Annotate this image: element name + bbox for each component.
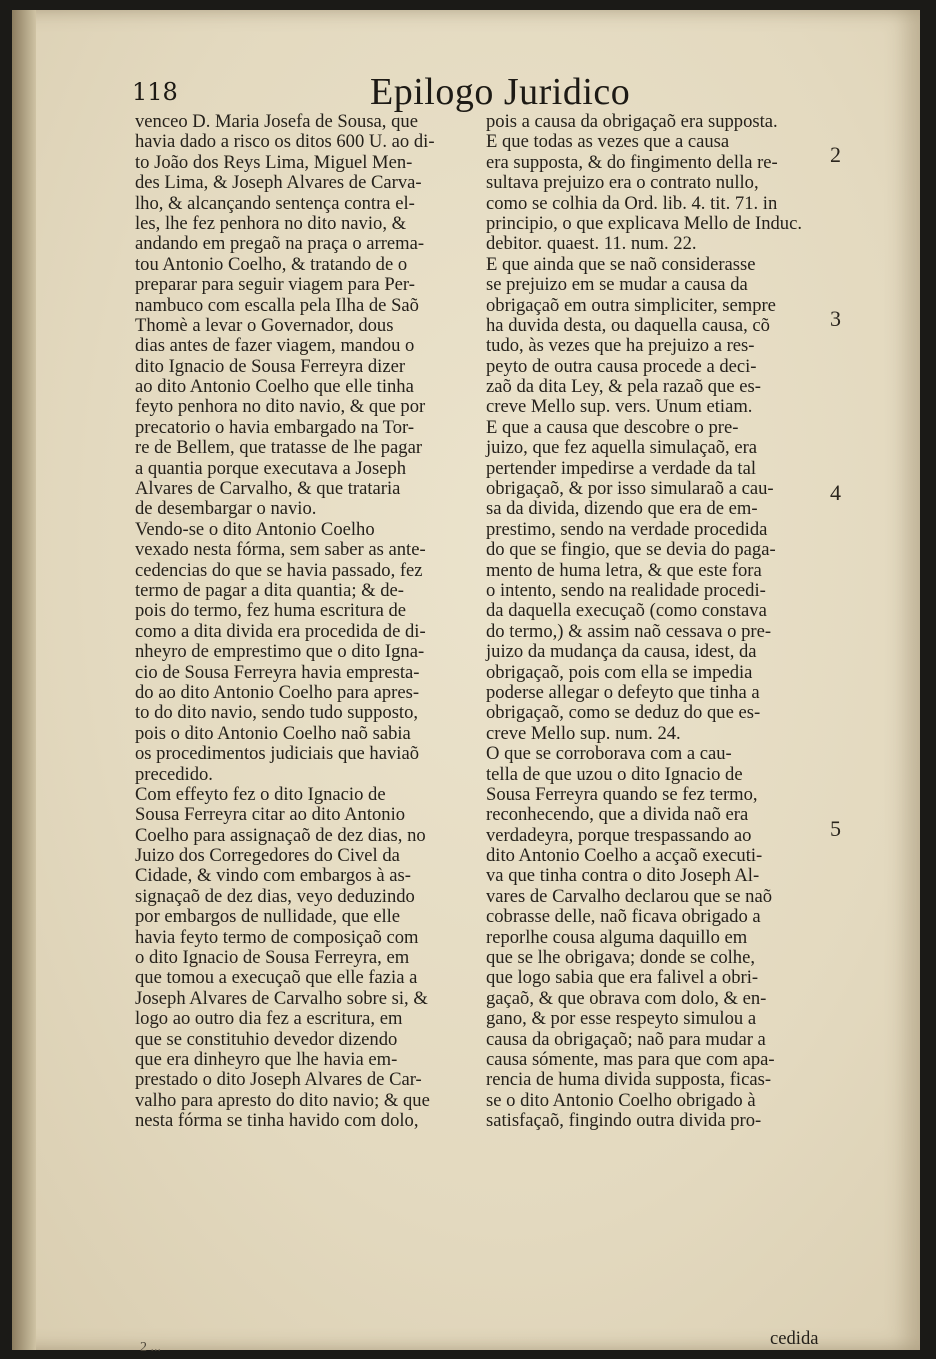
text-line: debitor. quaest. 11. num. 22. bbox=[486, 233, 697, 255]
text-line: causa da obrigaçaõ; naõ para mudar a bbox=[486, 1028, 766, 1050]
text-line: dias antes de fazer viagem, mandou o bbox=[135, 335, 415, 357]
signature-mark: 2 ... bbox=[140, 1340, 161, 1355]
text-line: juizo da mudança da causa, idest, da bbox=[486, 641, 757, 663]
text-line: prestado o dito Joseph Alvares de Car- bbox=[135, 1069, 422, 1091]
page-gutter-shadow bbox=[12, 10, 36, 1350]
text-line: dito Ignacio de Sousa Ferreyra dizer bbox=[135, 355, 406, 377]
text-line: de desembargar o navio. bbox=[135, 498, 317, 520]
page-header bbox=[122, 70, 842, 114]
text-line: to do dito navio, sendo tudo supposto, bbox=[135, 702, 419, 724]
text-line: venceo D. Maria Josefa de Sousa, que bbox=[135, 111, 418, 132]
text-line: do que se fingio, que se devia do paga- bbox=[486, 539, 776, 561]
text-line: ao dito Antonio Coelho que elle tinha bbox=[135, 376, 414, 398]
text-line: lho, & alcançando sentença contra el- bbox=[135, 192, 415, 214]
text-line: to João dos Reys Lima, Miguel Men- bbox=[135, 151, 413, 173]
text-line: signaçaõ de dez dias, veyo deduzindo bbox=[135, 885, 415, 907]
text-line: dito Antonio Coelho a acçaõ executi- bbox=[486, 845, 763, 867]
text-line: pois o dito Antonio Coelho naõ sabia bbox=[135, 722, 411, 744]
text-line: obrigaçaõ, como se deduz do que es- bbox=[486, 702, 761, 724]
text-line: les, lhe fez penhora no dito navio, & bbox=[135, 212, 407, 234]
text-line: Juizo dos Corregedores do Civel da bbox=[135, 845, 400, 867]
text-line: vares de Carvalho declarou que se naõ bbox=[486, 885, 773, 907]
running-title: Epilogo Juridico bbox=[370, 71, 631, 113]
text-line: tudo, às vezes que ha prejuizo a res- bbox=[486, 335, 755, 357]
text-line: feyto penhora no dito navio, & que por bbox=[135, 396, 426, 418]
margin-paragraph-number: 2 bbox=[830, 142, 841, 167]
text-line: re de Bellem, que tratasse de lhe pagar bbox=[135, 437, 423, 459]
text-line: havia dado a risco os ditos 600 U. ao di- bbox=[135, 131, 435, 153]
text-line: do ao dito Antonio Coelho para apres- bbox=[135, 681, 420, 703]
text-line: cobrasse delle, naõ ficava obrigado a bbox=[486, 906, 761, 928]
text-line: obrigaçaõ, & por isso simularaõ a cau- bbox=[486, 478, 774, 500]
margin-paragraph-number: 4 bbox=[830, 480, 841, 505]
text-line: que tomou a execuçaõ que elle fazia a bbox=[135, 967, 418, 989]
text-line: mento de huma letra, & que este fora bbox=[486, 559, 762, 581]
text-line: o intento, sendo na realidade procedi- bbox=[486, 579, 766, 601]
text-line: os procedimentos judiciais que haviaõ bbox=[135, 743, 419, 765]
text-line: nambuco com escalla pela Ilha de Saõ bbox=[135, 294, 419, 316]
text-line: cio de Sousa Ferreyra havia empresta- bbox=[135, 661, 420, 683]
text-line: termo de pagar a dita quantia; & de- bbox=[135, 579, 404, 601]
text-line: Cidade, & vindo com embargos à as- bbox=[135, 865, 411, 887]
text-line: va que tinha contra o dito Joseph Al- bbox=[486, 865, 760, 887]
text-line: prestimo, sendo na verdade procedida bbox=[486, 518, 768, 540]
text-line: se prejuizo em se mudar a causa da bbox=[486, 274, 748, 296]
text-line: do termo,) & assim naõ cessava o pre- bbox=[486, 620, 772, 642]
text-line: valho para apresto do dito navio; & que bbox=[135, 1089, 430, 1111]
text-line: preparar para seguir viagem para Per- bbox=[135, 274, 415, 296]
text-line: sa da divida, dizendo que era de em- bbox=[486, 498, 758, 520]
text-line: como a dita divida era procedida de di- bbox=[135, 620, 426, 642]
text-line: gano, & por esse respeyto simulou a bbox=[486, 1008, 757, 1030]
text-line: ha duvida desta, ou daquella causa, cõ bbox=[486, 314, 770, 336]
text-line: logo ao outro dia fez a escritura, em bbox=[135, 1008, 403, 1030]
text-line: reporlhe cousa alguma daquillo em bbox=[486, 926, 748, 948]
text-line: reconhecendo, que a divida naõ era bbox=[486, 804, 749, 826]
text-line: des Lima, & Joseph Alvares de Carva- bbox=[135, 172, 422, 194]
text-line: pois a causa da obrigaçaõ era supposta. bbox=[486, 111, 778, 132]
text-line: vexado nesta fórma, sem saber as ante- bbox=[135, 539, 426, 561]
text-line: Coelho para assignaçaõ de dez dias, no bbox=[135, 824, 426, 846]
text-line: Com effeyto fez o dito Ignacio de bbox=[135, 783, 386, 805]
text-line: Alvares de Carvalho, & que trataria bbox=[135, 478, 401, 500]
page-number: 118 bbox=[132, 78, 178, 106]
text-line: tella de que uzou o dito Ignacio de bbox=[486, 763, 743, 785]
text-line: gaçaõ, & que obrava com dolo, & en- bbox=[486, 987, 767, 1009]
text-line: que logo sabia que era falivel a obri- bbox=[486, 967, 759, 989]
text-line: precatorio o havia embargado na Tor- bbox=[135, 416, 415, 438]
text-line: obrigaçaõ em outra simpliciter, sempre bbox=[486, 294, 776, 316]
text-line: poderse allegar o defeyto que tinha a bbox=[486, 681, 760, 703]
text-line: cedencias do que se havia passado, fez bbox=[135, 559, 423, 581]
text-line: pois do termo, fez huma escritura de bbox=[135, 600, 407, 622]
right-text-column bbox=[486, 112, 836, 1132]
text-line: peyto de outra causa procede a deci- bbox=[486, 355, 757, 377]
text-line: a quantia porque executava a Joseph bbox=[135, 457, 407, 479]
text-line: verdadeyra, porque trespassando ao bbox=[486, 824, 752, 846]
text-line: obrigaçaõ, pois com ella se impedia bbox=[486, 661, 753, 683]
text-line: Sousa Ferreyra quando se fez termo, bbox=[486, 783, 758, 805]
text-line: Sousa Ferreyra citar ao dito Antonio bbox=[135, 804, 406, 826]
text-line: pertender impedirse a verdade da tal bbox=[486, 457, 756, 479]
text-line: por embargos de nullidade, que elle bbox=[135, 906, 401, 928]
text-line: rencia de huma divida supposta, ficas- bbox=[486, 1069, 772, 1091]
text-line: juizo, que fez aquella simulaçaõ, era bbox=[486, 437, 758, 459]
text-line: que se constituhio devedor dizendo bbox=[135, 1028, 398, 1050]
text-line: O que se corroborava com a cau- bbox=[486, 743, 732, 765]
text-line: Vendo-se o dito Antonio Coelho bbox=[135, 518, 375, 540]
text-line: Thomè a levar o Governador, dous bbox=[135, 314, 394, 336]
text-line: tou Antonio Coelho, & tratando de o bbox=[135, 253, 408, 275]
text-line: que se lhe obrigava; donde se colhe, bbox=[486, 947, 756, 969]
text-line: E que ainda que se naõ considerasse bbox=[486, 253, 756, 275]
margin-paragraph-number: 3 bbox=[830, 306, 841, 331]
text-line: era supposta, & do fingimento della re- bbox=[486, 151, 778, 173]
text-line: satisfaçaõ, fingindo outra divida pro- bbox=[486, 1110, 762, 1132]
text-line: nheyro de emprestimo que o dito Igna- bbox=[135, 641, 425, 663]
text-line: E que a causa que descobre o pre- bbox=[486, 416, 739, 438]
text-line: zaõ da dita Ley, & pela razaõ que es- bbox=[486, 376, 761, 398]
book-page bbox=[12, 10, 920, 1355]
text-line: havia feyto termo de composiçaõ com bbox=[135, 926, 419, 948]
text-line: da daquella execuçaõ (como constava bbox=[486, 600, 767, 622]
text-line: sultava prejuizo era o contrato nullo, bbox=[486, 172, 759, 194]
left-text-column bbox=[135, 112, 475, 1132]
text-line: que era dinheyro que lhe havia em- bbox=[135, 1048, 398, 1070]
text-line: como se colhia da Ord. lib. 4. tit. 71. in bbox=[486, 192, 778, 214]
text-line: principio, o que explicava Mello de Induc. bbox=[486, 212, 802, 234]
margin-paragraph-number: 5 bbox=[830, 816, 841, 841]
text-line: nesta fórma se tinha havido com dolo, bbox=[135, 1110, 419, 1132]
text-line: creve Mello sup. vers. Unum etiam. bbox=[486, 396, 753, 418]
text-line: o dito Ignacio de Sousa Ferreyra, em bbox=[135, 947, 410, 969]
text-line: precedido. bbox=[135, 763, 213, 785]
text-line: E que todas as vezes que a causa bbox=[486, 131, 730, 153]
text-line: andando em pregaõ na praça o arrema- bbox=[135, 233, 425, 255]
text-line: se o dito Antonio Coelho obrigado à bbox=[486, 1089, 756, 1111]
text-line: Joseph Alvares de Carvalho sobre si, & bbox=[135, 987, 428, 1009]
text-line: causa sómente, mas para que com apa- bbox=[486, 1048, 775, 1070]
text-line: creve Mello sup. num. 24. bbox=[486, 722, 681, 744]
catchword: cedida bbox=[770, 1328, 819, 1349]
